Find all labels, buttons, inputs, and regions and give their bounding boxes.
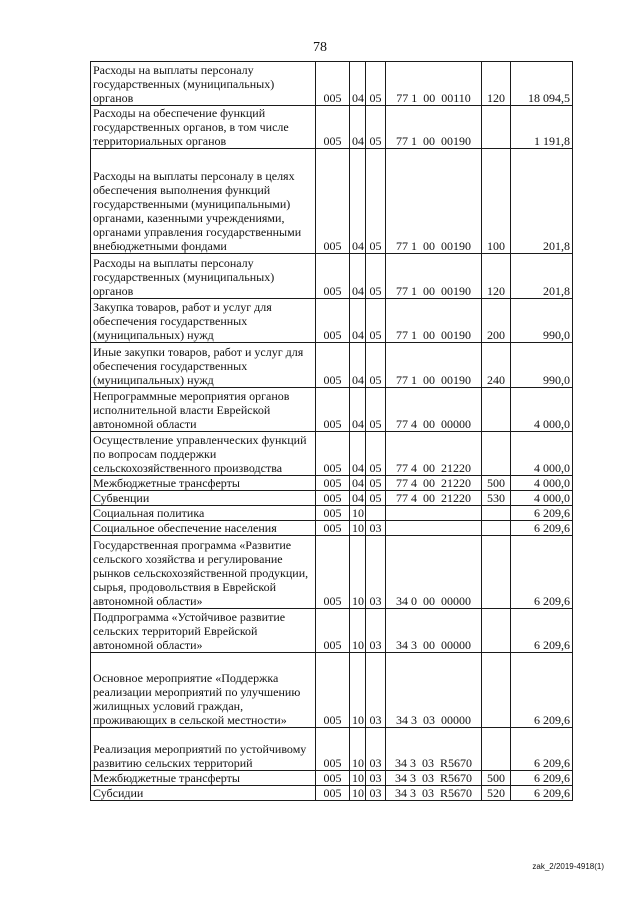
table-row [91,786,573,801]
row-expense-type-cell [482,609,511,653]
row-name-cell: Расходы на обеспечение функций государственных органов, в том числе территориальных органов [91,106,316,149]
row-section-cell: 04 [350,491,366,506]
row-name-cell: Закупка товаров, работ и услуг для обеспечения государственных (муниципальных) нужд [91,299,316,343]
row-section-cell: 04 [350,62,366,106]
page-number: 78 [313,40,327,55]
table-row [91,476,573,491]
row-name-cell: Расходы на выплаты персоналу в целях обеспечения выполнения функций государственными (муниципальными) органами, казенными учреждениями, органами управления государственными внебюджетными фондами [91,149,316,254]
table-row [91,432,573,476]
row-target-article-cell: 34 0 00 00000 [386,536,482,609]
document-code: zak_2/2019-4918(1) [532,862,604,871]
table-row [91,536,573,609]
row-amount-cell: 4 000,0 [511,476,573,491]
row-amount-cell: 4 000,0 [511,388,573,432]
row-name-cell: Межбюджетные трансферты [91,771,316,786]
row-name-cell: Основное мероприятие «Поддержка реализации мероприятий по улучшению жилищных условий граждан, проживающих в сельской местности» [91,653,316,728]
table-row [91,653,573,728]
row-target-article-cell [386,521,482,536]
row-target-article-cell [386,506,482,521]
row-amount-cell: 201,8 [511,254,573,299]
row-admin-code-cell: 005 [316,521,350,536]
row-admin-code-cell: 005 [316,343,350,388]
row-expense-type-cell: 520 [482,786,511,801]
table-row [91,506,573,521]
row-subsection-cell: 03 [366,521,386,536]
row-section-cell: 04 [350,388,366,432]
row-name-cell: Социальное обеспечение населения [91,521,316,536]
row-admin-code-cell: 005 [316,653,350,728]
row-admin-code-cell: 005 [316,388,350,432]
row-section-cell: 04 [350,106,366,149]
row-name-cell: Социальная политика [91,506,316,521]
row-section-cell: 10 [350,521,366,536]
row-target-article-cell: 34 3 00 00000 [386,609,482,653]
row-name-cell: Субсидии [91,786,316,801]
row-target-article-cell: 34 3 03 R5670 [386,728,482,771]
row-target-article-cell: 34 3 03 R5670 [386,771,482,786]
row-section-cell: 04 [350,254,366,299]
row-admin-code-cell: 005 [316,609,350,653]
row-target-article-cell: 77 4 00 21220 [386,476,482,491]
row-target-article-cell: 77 1 00 00190 [386,149,482,254]
row-name-cell: Расходы на выплаты персоналу государственных (муниципальных) органов [91,254,316,299]
row-amount-cell: 6 209,6 [511,771,573,786]
row-expense-type-cell [482,388,511,432]
row-amount-cell: 6 209,6 [511,728,573,771]
row-expense-type-cell [482,653,511,728]
row-subsection-cell: 03 [366,653,386,728]
table-row [91,343,573,388]
row-admin-code-cell: 005 [316,149,350,254]
row-admin-code-cell: 005 [316,476,350,491]
row-subsection-cell: 05 [366,106,386,149]
row-amount-cell: 990,0 [511,299,573,343]
row-target-article-cell: 34 3 03 R5670 [386,786,482,801]
row-expense-type-cell: 120 [482,254,511,299]
row-target-article-cell: 77 4 00 21220 [386,432,482,476]
row-target-article-cell: 77 1 00 00190 [386,254,482,299]
row-expense-type-cell: 240 [482,343,511,388]
row-expense-type-cell: 120 [482,62,511,106]
row-amount-cell: 18 094,5 [511,62,573,106]
row-target-article-cell: 34 3 03 00000 [386,653,482,728]
row-name-cell: Подпрограмма «Устойчивое развитие сельских территорий Еврейской автономной области» [91,609,316,653]
row-expense-type-cell: 200 [482,299,511,343]
row-name-cell: Непрограммные мероприятия органов исполнительной власти Еврейской автономной области [91,388,316,432]
table-row [91,491,573,506]
row-section-cell: 04 [350,149,366,254]
row-amount-cell: 1 191,8 [511,106,573,149]
row-admin-code-cell: 005 [316,299,350,343]
row-target-article-cell: 77 1 00 00110 [386,62,482,106]
row-subsection-cell: 05 [366,476,386,491]
row-subsection-cell: 05 [366,343,386,388]
row-subsection-cell: 05 [366,299,386,343]
budget-table [90,61,573,801]
row-target-article-cell: 77 4 00 21220 [386,491,482,506]
row-amount-cell: 6 209,6 [511,521,573,536]
row-section-cell: 10 [350,506,366,521]
budget-table-body [91,62,573,801]
table-row [91,254,573,299]
row-subsection-cell: 03 [366,609,386,653]
row-section-cell: 04 [350,476,366,491]
row-expense-type-cell [482,506,511,521]
row-amount-cell: 201,8 [511,149,573,254]
row-name-cell: Реализация мероприятий по устойчивому развитию сельских территорий [91,728,316,771]
table-row [91,609,573,653]
row-name-cell: Расходы на выплаты персоналу государственных (муниципальных) органов [91,62,316,106]
row-amount-cell: 4 000,0 [511,432,573,476]
row-admin-code-cell: 005 [316,62,350,106]
row-amount-cell: 990,0 [511,343,573,388]
table-row [91,149,573,254]
row-expense-type-cell: 530 [482,491,511,506]
row-target-article-cell: 77 4 00 00000 [386,388,482,432]
row-target-article-cell: 77 1 00 00190 [386,299,482,343]
row-section-cell: 10 [350,728,366,771]
row-subsection-cell: 05 [366,254,386,299]
row-admin-code-cell: 005 [316,106,350,149]
row-amount-cell: 6 209,6 [511,609,573,653]
row-section-cell: 04 [350,299,366,343]
row-expense-type-cell [482,521,511,536]
row-target-article-cell: 77 1 00 00190 [386,106,482,149]
row-subsection-cell: 05 [366,491,386,506]
row-amount-cell: 6 209,6 [511,506,573,521]
row-section-cell: 10 [350,786,366,801]
row-subsection-cell: 05 [366,62,386,106]
row-name-cell: Государственная программа «Развитие сельского хозяйства и регулирование рынков сельскохозяйственной продукции, сырья, продовольствия в Еврейской автономной области» [91,536,316,609]
row-admin-code-cell: 005 [316,506,350,521]
row-name-cell: Субвенции [91,491,316,506]
table-row [91,299,573,343]
row-expense-type-cell: 100 [482,149,511,254]
row-section-cell: 10 [350,653,366,728]
row-expense-type-cell: 500 [482,476,511,491]
row-expense-type-cell: 500 [482,771,511,786]
row-subsection-cell [366,506,386,521]
row-name-cell: Межбюджетные трансферты [91,476,316,491]
table-row [91,62,573,106]
row-section-cell: 10 [350,609,366,653]
row-section-cell: 04 [350,343,366,388]
row-admin-code-cell: 005 [316,771,350,786]
row-admin-code-cell: 005 [316,254,350,299]
row-expense-type-cell [482,106,511,149]
row-subsection-cell: 03 [366,536,386,609]
row-subsection-cell: 05 [366,388,386,432]
table-row [91,728,573,771]
row-subsection-cell: 05 [366,432,386,476]
row-admin-code-cell: 005 [316,491,350,506]
row-expense-type-cell [482,432,511,476]
row-amount-cell: 4 000,0 [511,491,573,506]
row-expense-type-cell [482,728,511,771]
row-subsection-cell: 03 [366,771,386,786]
row-subsection-cell: 05 [366,149,386,254]
row-expense-type-cell [482,536,511,609]
row-amount-cell: 6 209,6 [511,536,573,609]
table-row [91,388,573,432]
row-amount-cell: 6 209,6 [511,653,573,728]
row-subsection-cell: 03 [366,728,386,771]
row-admin-code-cell: 005 [316,432,350,476]
row-section-cell: 10 [350,536,366,609]
row-subsection-cell: 03 [366,786,386,801]
row-section-cell: 10 [350,771,366,786]
row-name-cell: Осуществление управленческих функций по вопросам поддержки сельскохозяйственного производства [91,432,316,476]
row-section-cell: 04 [350,432,366,476]
table-row [91,771,573,786]
row-target-article-cell: 77 1 00 00190 [386,343,482,388]
row-name-cell: Иные закупки товаров, работ и услуг для обеспечения государственных (муниципальных) нужд [91,343,316,388]
row-amount-cell: 6 209,6 [511,786,573,801]
row-admin-code-cell: 005 [316,536,350,609]
table-row [91,106,573,149]
row-admin-code-cell: 005 [316,786,350,801]
table-row [91,521,573,536]
row-admin-code-cell: 005 [316,728,350,771]
